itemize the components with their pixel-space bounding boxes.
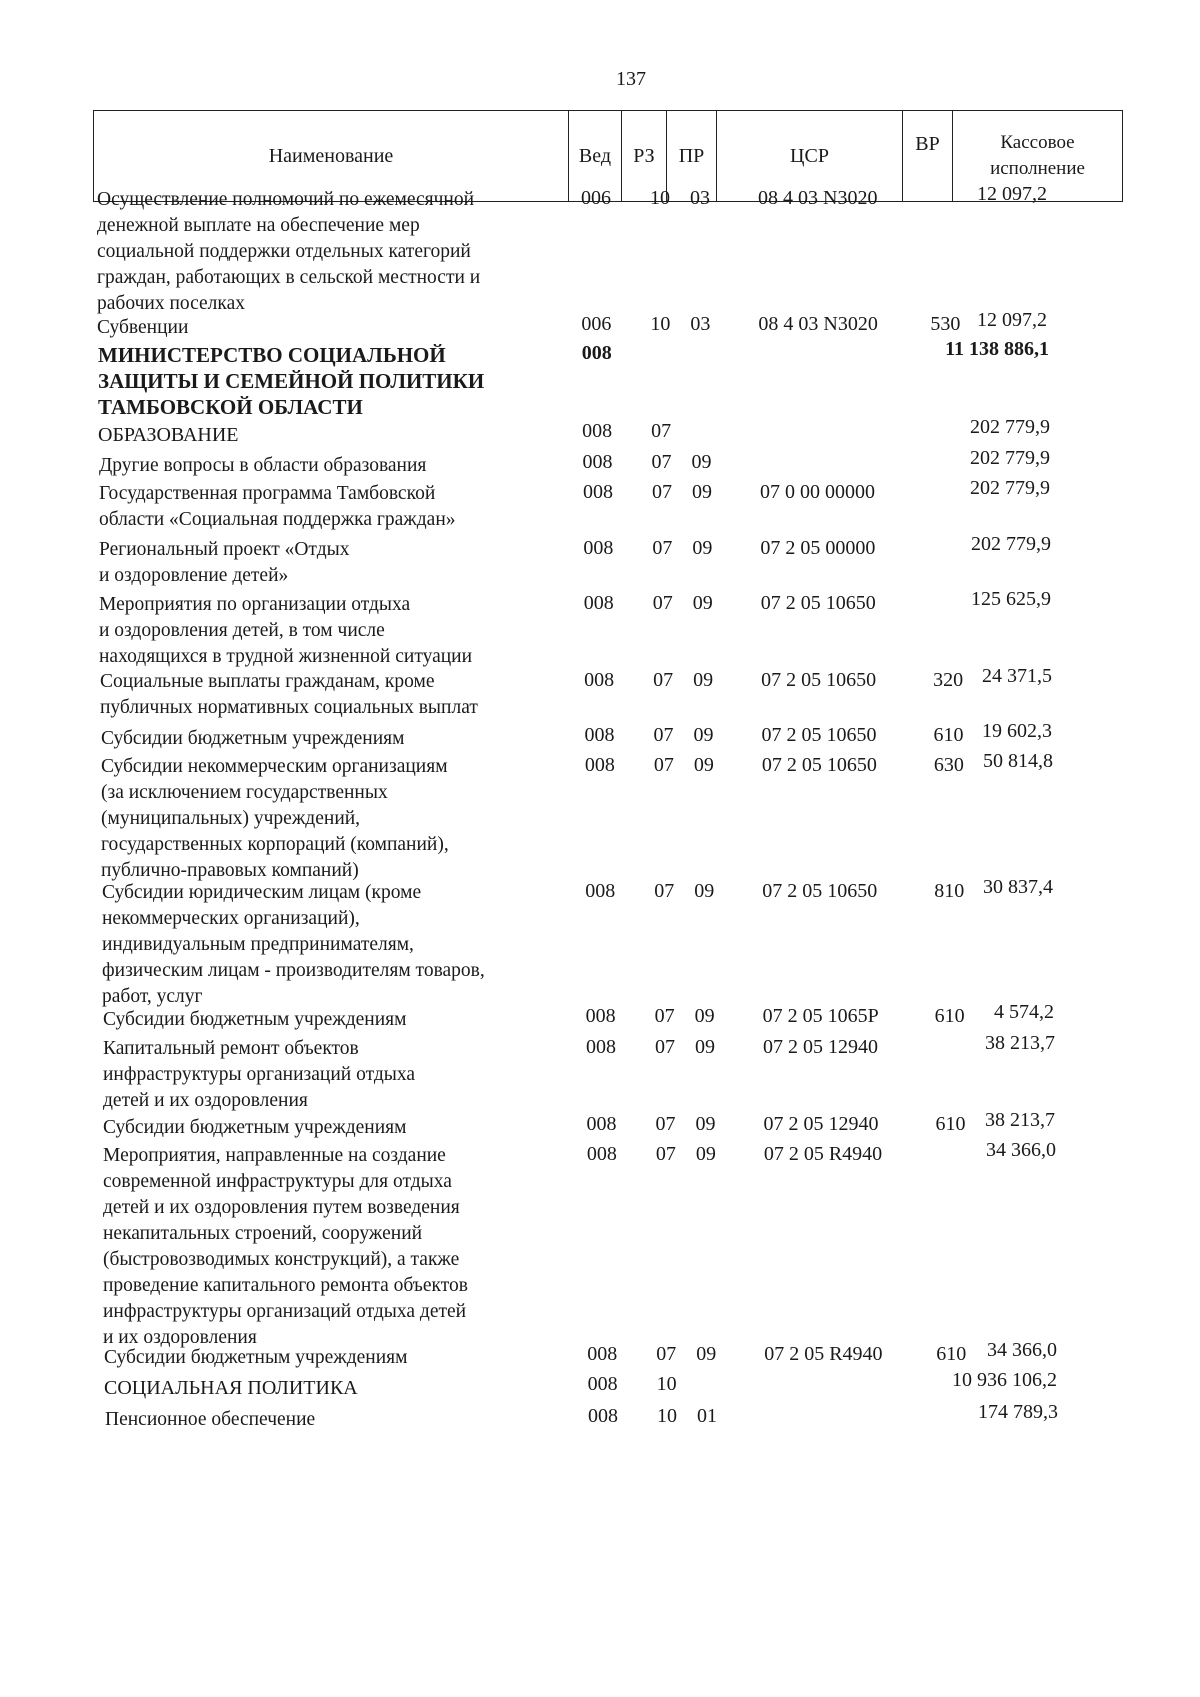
row-name-line: рабочих поселках [97, 293, 245, 314]
row-pr: 09 [696, 1343, 717, 1365]
row-amount: 125 625,9 [971, 588, 1051, 610]
row-name [99, 592, 559, 670]
row-name-line: индивидуальным предпринимателям, [102, 934, 414, 955]
row-name-line: публично-правовых компаний) [101, 860, 359, 881]
row-name [98, 342, 558, 420]
row-pr: 01 [697, 1405, 717, 1427]
row-name-line: детей и их оздоровления путем возведения [103, 1197, 460, 1218]
row-name-line: Субсидии бюджетным учреждениям [103, 1009, 407, 1030]
row-amount: 174 789,3 [978, 1401, 1058, 1423]
row-pr: 09 [695, 1036, 716, 1058]
row-name-line: и оздоровление детей» [99, 565, 289, 586]
row-name-line: инфраструктуры организаций отдыха [103, 1064, 416, 1085]
row-csr: 07 2 05 12940 [763, 1113, 879, 1135]
row-name-line: Капитальный ремонт объектов [103, 1038, 359, 1059]
row-name [101, 726, 561, 752]
row-name [99, 537, 559, 589]
row-name-line: Мероприятия по организации отдыха [99, 594, 411, 615]
row-name-line: ТАМБОВСКОЙ ОБЛАСТИ [98, 395, 363, 419]
row-rz: 10 [657, 1405, 677, 1427]
row-ved: 008 [586, 1036, 617, 1058]
row-rz: 07 [651, 481, 672, 503]
row-rz: 10 [650, 187, 670, 209]
row-amount: 202 779,9 [970, 447, 1050, 469]
row-amount: 12 097,2 [977, 309, 1047, 331]
row-csr: 07 2 05 12940 [763, 1036, 879, 1058]
row-name [103, 1143, 563, 1351]
row-amount: 19 602,3 [982, 720, 1052, 742]
row-name-line: инфраструктуры организаций отдыха детей [103, 1301, 467, 1322]
row-pr: 03 [690, 187, 710, 209]
row-rz: 07 [652, 537, 673, 559]
header-vr: ВР [903, 111, 953, 202]
page-number: 137 [616, 68, 646, 90]
row-name [98, 422, 558, 448]
row-name-line: (муниципальных) учреждений, [101, 808, 361, 829]
row-name-line: Субсидии бюджетным учреждениям [103, 1117, 407, 1138]
row-name [103, 1007, 563, 1033]
row-name [102, 880, 562, 1010]
row-ved: 008 [584, 724, 615, 746]
row-pr: 09 [691, 481, 712, 503]
row-csr: 07 2 05 10650 [760, 592, 876, 614]
row-name [105, 1407, 565, 1433]
row-name [101, 754, 561, 884]
row-csr: 07 0 00 00000 [759, 481, 875, 503]
row-name [103, 1036, 563, 1114]
row-name-line: Субсидии бюджетным учреждениям [101, 728, 405, 749]
row-rz: 07 [651, 420, 672, 442]
row-rz: 07 [655, 1113, 676, 1135]
row-name-line: социальной поддержки отдельных категорий [97, 241, 471, 262]
row-csr: 07 2 05 10650 [761, 669, 877, 691]
row-name-line: Субсидии некоммерческим организациям [101, 756, 448, 777]
row-name-line: Осуществление полномочий по ежемесячной [97, 189, 475, 210]
row-rz: 07 [652, 592, 673, 614]
row-ved: 008 [581, 342, 612, 364]
row-pr: 09 [695, 1143, 716, 1165]
row-ved: 008 [583, 537, 614, 559]
row-amount: 10 936 106,2 [952, 1369, 1057, 1391]
row-name-line: современной инфраструктуры для отдыха [103, 1171, 452, 1192]
row-rz: 07 [655, 1036, 676, 1058]
row-name-line: (быстровозводимых конструкций), а также [103, 1249, 460, 1270]
header-kassovoe-line2: исполнение [990, 158, 1085, 179]
row-name-line: Социальные выплаты гражданам, кроме [100, 671, 435, 692]
row-ved: 008 [587, 1373, 618, 1395]
row-name [100, 669, 560, 721]
row-vr: 610 [936, 1343, 967, 1365]
row-name-line: Субсидии юридическим лицам (кроме [102, 882, 422, 903]
row-amount: 202 779,9 [970, 416, 1050, 438]
row-name-line: физическим лицам - производителям товаров, [102, 960, 485, 981]
header-ved: Вед [569, 111, 622, 202]
row-pr: 09 [693, 754, 714, 776]
row-ved: 008 [588, 1405, 618, 1427]
row-ved: 008 [585, 1005, 616, 1027]
row-vr: 610 [935, 1113, 966, 1135]
row-name [104, 1345, 564, 1371]
row-ved: 008 [586, 1143, 617, 1165]
row-rz: 07 [653, 724, 674, 746]
header-kassovoe-line1: Кассовое [1000, 132, 1075, 153]
row-pr: 09 [693, 669, 714, 691]
row-ved: 008 [587, 1343, 618, 1365]
row-rz: 07 [651, 451, 672, 473]
row-ved: 006 [581, 187, 611, 209]
row-name-line: МИНИСТЕРСТВО СОЦИАЛЬНОЙ [98, 343, 446, 367]
row-amount: 202 779,9 [971, 533, 1051, 555]
row-name-line: Региональный проект «Отдых [99, 539, 350, 560]
row-name-line: находящихся в трудной жизненной ситуации [99, 646, 473, 667]
row-ved: 008 [582, 451, 613, 473]
row-name-line: Пенсионное обеспечение [105, 1409, 316, 1430]
row-amount: 12 097,2 [977, 183, 1047, 205]
row-ved: 008 [584, 754, 615, 776]
row-csr: 07 2 05 1065Р [762, 1005, 879, 1027]
row-name-line: ОБРАЗОВАНИЕ [98, 424, 239, 446]
row-name-line: работ, услуг [102, 986, 203, 1007]
row-csr: 08 4 03 N3020 [758, 187, 878, 209]
row-name-line: граждан, работающих в сельской местности и [97, 267, 481, 288]
row-amount: 50 814,8 [983, 750, 1053, 772]
row-name-line: СОЦИАЛЬНАЯ ПОЛИТИКА [104, 1377, 358, 1399]
row-name-line: государственных корпораций (компаний), [101, 834, 449, 855]
row-rz: 07 [654, 880, 675, 902]
row-name [97, 187, 557, 317]
row-amount: 11 138 886,1 [945, 338, 1049, 360]
row-name-line: и оздоровления детей, в том числе [99, 620, 385, 641]
row-name-line: области «Социальная поддержка граждан» [99, 509, 456, 530]
row-name-line: Субсидии бюджетным учреждениям [104, 1347, 408, 1368]
row-rz: 10 [650, 313, 671, 335]
row-pr: 09 [692, 537, 713, 559]
row-amount: 38 213,7 [985, 1032, 1055, 1054]
row-pr: 09 [693, 724, 714, 746]
row-amount: 38 213,7 [985, 1109, 1055, 1131]
header-csr: ЦСР [717, 111, 903, 202]
row-pr: 09 [692, 592, 713, 614]
row-ved: 008 [585, 880, 616, 902]
row-amount: 24 371,5 [982, 665, 1052, 687]
row-name-line: проведение капитального ремонта объектов [103, 1275, 468, 1296]
row-name-line: детей и их оздоровления [103, 1090, 308, 1111]
row-name-line: Мероприятия, направленные на создание [103, 1145, 446, 1166]
row-name [97, 315, 557, 341]
row-amount: 202 779,9 [970, 477, 1050, 499]
row-name-line: ЗАЩИТЫ И СЕМЕЙНОЙ ПОЛИТИКИ [98, 369, 485, 393]
row-rz: 07 [655, 1143, 676, 1165]
row-vr: 320 [933, 669, 964, 691]
row-rz: 07 [654, 1005, 675, 1027]
row-vr: 610 [934, 1005, 965, 1027]
header-pr: ПР [667, 111, 717, 202]
row-pr: 09 [691, 451, 712, 473]
row-ved: 008 [582, 420, 613, 442]
header-name: Наименование [94, 111, 569, 202]
row-name-line: денежной выплате на обеспечение мер [97, 215, 420, 236]
row-name [103, 1115, 563, 1141]
row-ved: 008 [583, 592, 614, 614]
row-ved: 006 [581, 313, 612, 335]
row-name-line: некапитальных строений, сооружений [103, 1223, 423, 1244]
row-name [99, 481, 559, 533]
row-rz: 07 [653, 754, 674, 776]
row-ved: 008 [586, 1113, 617, 1135]
row-name [104, 1375, 564, 1401]
row-pr: 09 [694, 880, 715, 902]
row-ved: 008 [584, 669, 615, 691]
row-csr: 07 2 05 10650 [762, 880, 878, 902]
row-ved: 008 [582, 481, 613, 503]
row-pr: 09 [695, 1113, 716, 1135]
row-name-line: Государственная программа Тамбовской [99, 483, 436, 504]
row-csr: 08 4 03 N3020 [758, 313, 878, 335]
row-amount: 4 574,2 [994, 1001, 1054, 1023]
row-pr: 09 [694, 1005, 715, 1027]
row-csr: 07 2 05 00000 [760, 537, 876, 559]
row-name-line: и их оздоровления [103, 1327, 257, 1348]
row-vr: 610 [933, 724, 964, 746]
row-csr: 07 2 05 10650 [761, 754, 877, 776]
row-rz: 10 [656, 1373, 677, 1395]
row-name-line: публичных нормативных социальных выплат [100, 697, 478, 718]
row-amount: 34 366,0 [986, 1139, 1056, 1161]
row-name-line: некоммерческих организаций), [102, 908, 360, 929]
row-name-line: Другие вопросы в области образования [99, 455, 427, 476]
row-csr: 07 2 05 R4940 [764, 1343, 883, 1365]
row-name [99, 453, 559, 479]
header-rz: РЗ [622, 111, 667, 202]
row-csr: 07 2 05 10650 [761, 724, 877, 746]
row-name-line: Субвенции [97, 317, 189, 338]
row-name-line: (за исключением государственных [101, 782, 388, 803]
row-csr: 07 2 05 R4940 [763, 1143, 883, 1165]
row-pr: 03 [690, 313, 711, 335]
row-rz: 07 [653, 669, 674, 691]
row-vr: 530 [930, 313, 961, 335]
row-amount: 34 366,0 [987, 1339, 1057, 1361]
row-rz: 07 [656, 1343, 677, 1365]
row-vr: 810 [934, 880, 965, 902]
row-amount: 30 837,4 [983, 876, 1053, 898]
row-vr: 630 [933, 754, 964, 776]
